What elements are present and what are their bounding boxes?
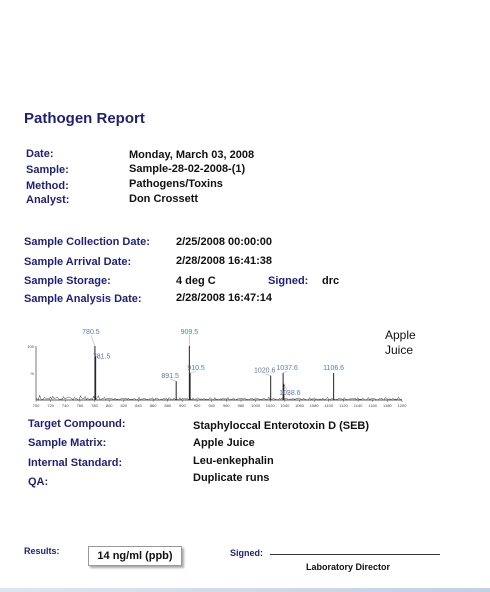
x-tick-label: 1040: [280, 403, 290, 408]
footer-signed-label: Signed:: [230, 548, 263, 558]
x-tick-label: 900: [179, 403, 186, 408]
results-value-box: [88, 546, 182, 566]
date-value: Monday, March 03, 2008: [129, 149, 255, 161]
target-compound-label: Target Compound:: [28, 418, 126, 430]
sample-matrix-value: Apple Juice: [193, 437, 255, 449]
x-tick-label: 780: [91, 403, 98, 408]
collection-date-value: 2/25/2008 00:00:00: [176, 236, 273, 248]
signature-line: [270, 554, 440, 555]
x-tick-label: 860: [149, 403, 157, 408]
analyst-label: Analyst:: [26, 194, 70, 206]
x-tick-label: 1060: [295, 403, 304, 408]
x-tick-label: 1100: [324, 403, 334, 408]
director-label: Laboratory Director: [306, 562, 391, 572]
x-tick-label: 1120: [339, 403, 348, 408]
signed-value: drc: [322, 275, 340, 287]
spectrum-baseline: [36, 395, 402, 400]
x-tick-label: 1000: [251, 403, 261, 408]
x-tick-label: 840: [135, 403, 142, 408]
arrival-date-label: Sample Arrival Date:: [24, 256, 132, 268]
peak-label-leader: [91, 335, 95, 346]
internal-standard-label: Internal Standard:: [28, 457, 123, 469]
x-tick-label: 760: [76, 403, 84, 408]
x-tick-label: 700: [32, 403, 40, 408]
x-tick-label: 1080: [309, 403, 319, 408]
analyst-value: Don Crossett: [129, 193, 199, 205]
sample-label: Sample:: [26, 164, 69, 176]
x-tick-label: 920: [193, 403, 201, 408]
peak-label: 1038.6: [279, 389, 301, 397]
results-value: 14 ng/ml (ppb): [97, 550, 173, 562]
arrival-date-value: 2/28/2008 16:41:38: [176, 255, 273, 267]
qa-label: QA:: [28, 476, 49, 488]
sample-matrix-label: Sample Matrix:: [28, 437, 107, 449]
method-value: Pathogens/Toxins: [129, 178, 223, 190]
qa-value: Duplicate runs: [193, 472, 270, 484]
page-bottom-bar: [0, 588, 490, 592]
peak-label: 1106.6: [323, 365, 345, 372]
x-tick-label: 1180: [383, 403, 392, 408]
x-tick-label: 1200: [397, 403, 407, 408]
x-tick-label: 960: [222, 403, 230, 408]
x-tick-label: 720: [47, 403, 54, 408]
results-label: Results:: [24, 546, 60, 556]
peak-label: 780.5: [82, 329, 100, 336]
report-title: Pathogen Report: [24, 110, 145, 127]
signed-label: Signed:: [268, 275, 309, 287]
y-tick-label: 100: [27, 344, 34, 349]
x-tick-label: 1140: [353, 403, 363, 408]
y-tick-label: %: [30, 371, 34, 376]
peak-label: 891.5: [161, 373, 179, 381]
date-label: Date:: [26, 148, 54, 160]
x-tick-label: 1160: [368, 403, 378, 408]
peak-label: 909.5: [180, 329, 199, 336]
target-compound-value: Staphyloccal Enterotoxin D (SEB): [193, 420, 370, 432]
storage-label: Sample Storage:: [24, 275, 111, 287]
x-tick-label: 820: [120, 403, 128, 408]
peak-label: 1020.6: [253, 367, 276, 375]
x-tick-label: 740: [61, 403, 69, 408]
x-tick-label: 940: [208, 403, 216, 408]
x-tick-label: 880: [164, 403, 172, 408]
peak-label: 1037.6: [276, 365, 298, 372]
internal-standard-value: Leu-enkephalin: [193, 455, 274, 467]
x-tick-label: 980: [237, 403, 245, 408]
mass-spectrum-chart: [22, 322, 417, 412]
collection-date-label: Sample Collection Date:: [24, 236, 150, 248]
analysis-date-label: Sample Analysis Date:: [24, 293, 142, 305]
storage-value: 4 deg C: [176, 275, 216, 287]
x-tick-label: 1020: [265, 403, 275, 408]
sample-value: Sample-28-02-2008-(1): [129, 163, 246, 175]
annotation-line-2: Juice: [385, 343, 414, 357]
x-tick-label: 800: [105, 403, 113, 408]
analysis-date-value: 2/28/2008 16:47:14: [176, 292, 273, 304]
chart-annotation: [385, 328, 416, 358]
method-label: Method:: [26, 180, 69, 192]
peak-label: 910.5: [187, 365, 205, 372]
peak-label: 781.5: [92, 353, 111, 361]
annotation-line-1: Apple: [385, 328, 416, 342]
